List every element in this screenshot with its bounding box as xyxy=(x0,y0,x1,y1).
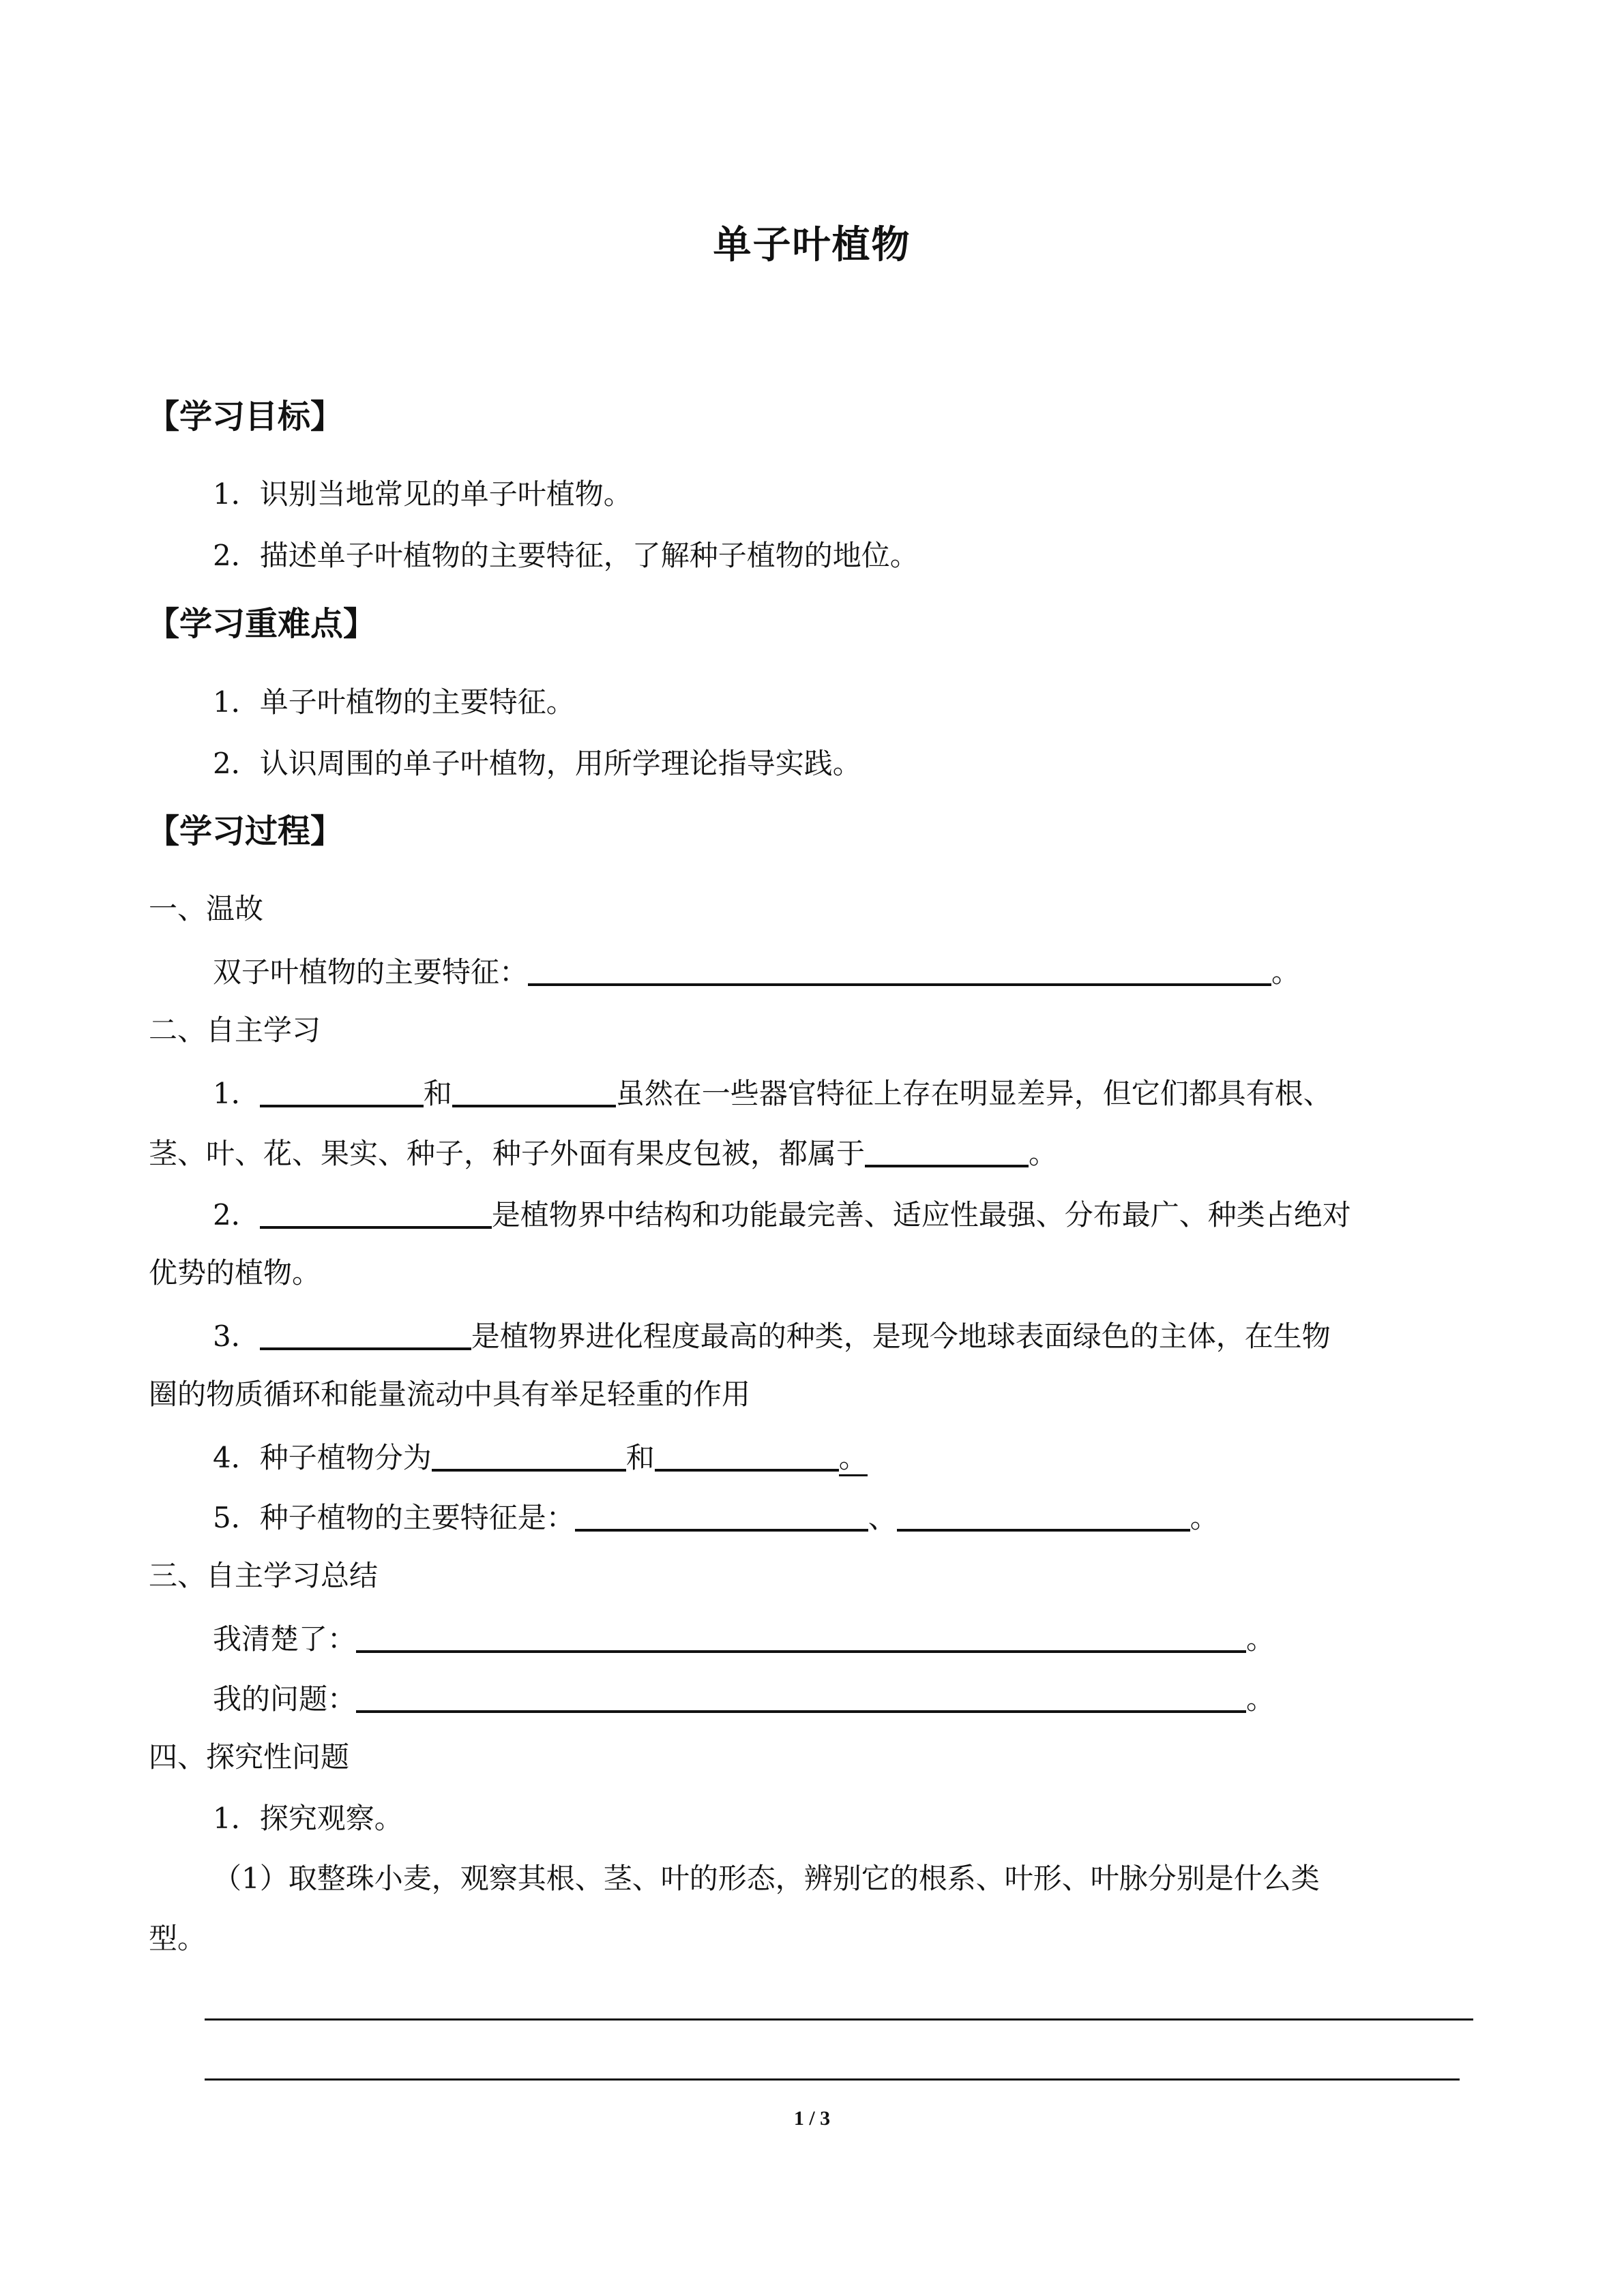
keypoint-item: 1．单子叶植物的主要特征。 xyxy=(213,685,575,719)
answer-blank[interactable] xyxy=(260,1196,492,1229)
answer-blank[interactable] xyxy=(356,1620,1246,1653)
review-question: 双子叶植物的主要特征： 。 xyxy=(213,953,1300,989)
answer-line[interactable] xyxy=(205,2078,1460,2081)
page-title: 单子叶植物 xyxy=(713,223,911,267)
review-prompt: 双子叶植物的主要特征： xyxy=(213,955,529,989)
goal-item: 2．描述单子叶植物的主要特征，了解种子植物的地位。 xyxy=(213,539,919,572)
page-number: 1 / 3 xyxy=(793,2107,831,2130)
answer-blank[interactable] xyxy=(432,1439,626,1472)
question-2-cont: 优势的植物。 xyxy=(149,1256,321,1289)
goal-item: 1．识别当地常见的单子叶植物。 xyxy=(213,477,632,511)
answer-blank[interactable] xyxy=(356,1680,1246,1713)
inquiry-sub-1: （1）取整珠小麦，观察其根、茎、叶的形态，辨别它的根系、叶形、叶脉分别是什么类 xyxy=(213,1862,1320,1895)
answer-blank[interactable] xyxy=(260,1317,471,1350)
answer-blank[interactable] xyxy=(260,1075,424,1107)
answer-blank[interactable] xyxy=(528,953,1271,986)
answer-blank[interactable] xyxy=(655,1439,839,1472)
question-4: 4．种子植物分为 和 。 xyxy=(213,1439,868,1475)
inquiry-heading: 四、探究性问题 xyxy=(149,1740,350,1774)
question-3: 3． 是植物界进化程度最高的种类，是现今地球表面绿色的主体，在生物 xyxy=(213,1317,1331,1354)
summary-question: 我的问题： 。 xyxy=(213,1680,1275,1716)
question-2: 2． 是植物界中结构和功能最完善、适应性最强、分布最广、种类占绝对 xyxy=(213,1196,1351,1232)
inquiry-sub-1-cont: 型。 xyxy=(149,1922,207,1955)
section-heading-keypoints: 【学习重难点】 xyxy=(147,605,377,643)
section-heading-goals: 【学习目标】 xyxy=(147,398,344,436)
section-heading-process: 【学习过程】 xyxy=(147,812,344,850)
question-3-cont: 圈的物质循环和能量流动中具有举足轻重的作用 xyxy=(149,1377,751,1411)
question-1-cont: 茎、叶、花、果实、种子，种子外面有果皮包被，都属于 。 xyxy=(149,1135,1057,1171)
answer-blank[interactable] xyxy=(575,1499,868,1532)
summary-heading: 三、自主学习总结 xyxy=(149,1559,379,1592)
answer-blank[interactable] xyxy=(452,1075,616,1107)
answer-blank[interactable] xyxy=(865,1135,1029,1167)
keypoint-item: 2．认识周围的单子叶植物，用所学理论指导实践。 xyxy=(213,747,861,780)
question-5: 5．种子植物的主要特征是： 、 。 xyxy=(213,1499,1219,1535)
answer-line[interactable] xyxy=(205,2018,1473,2021)
review-heading: 一、温故 xyxy=(149,892,264,925)
inquiry-item-1: 1．探究观察。 xyxy=(213,1802,403,1835)
answer-blank[interactable] xyxy=(897,1499,1190,1532)
self-study-heading: 二、自主学习 xyxy=(149,1013,321,1047)
question-1: 1． 和 虽然在一些器官特征上存在明显差异，但它们都具有根、 xyxy=(213,1075,1332,1111)
summary-clear: 我清楚了： 。 xyxy=(213,1620,1275,1656)
